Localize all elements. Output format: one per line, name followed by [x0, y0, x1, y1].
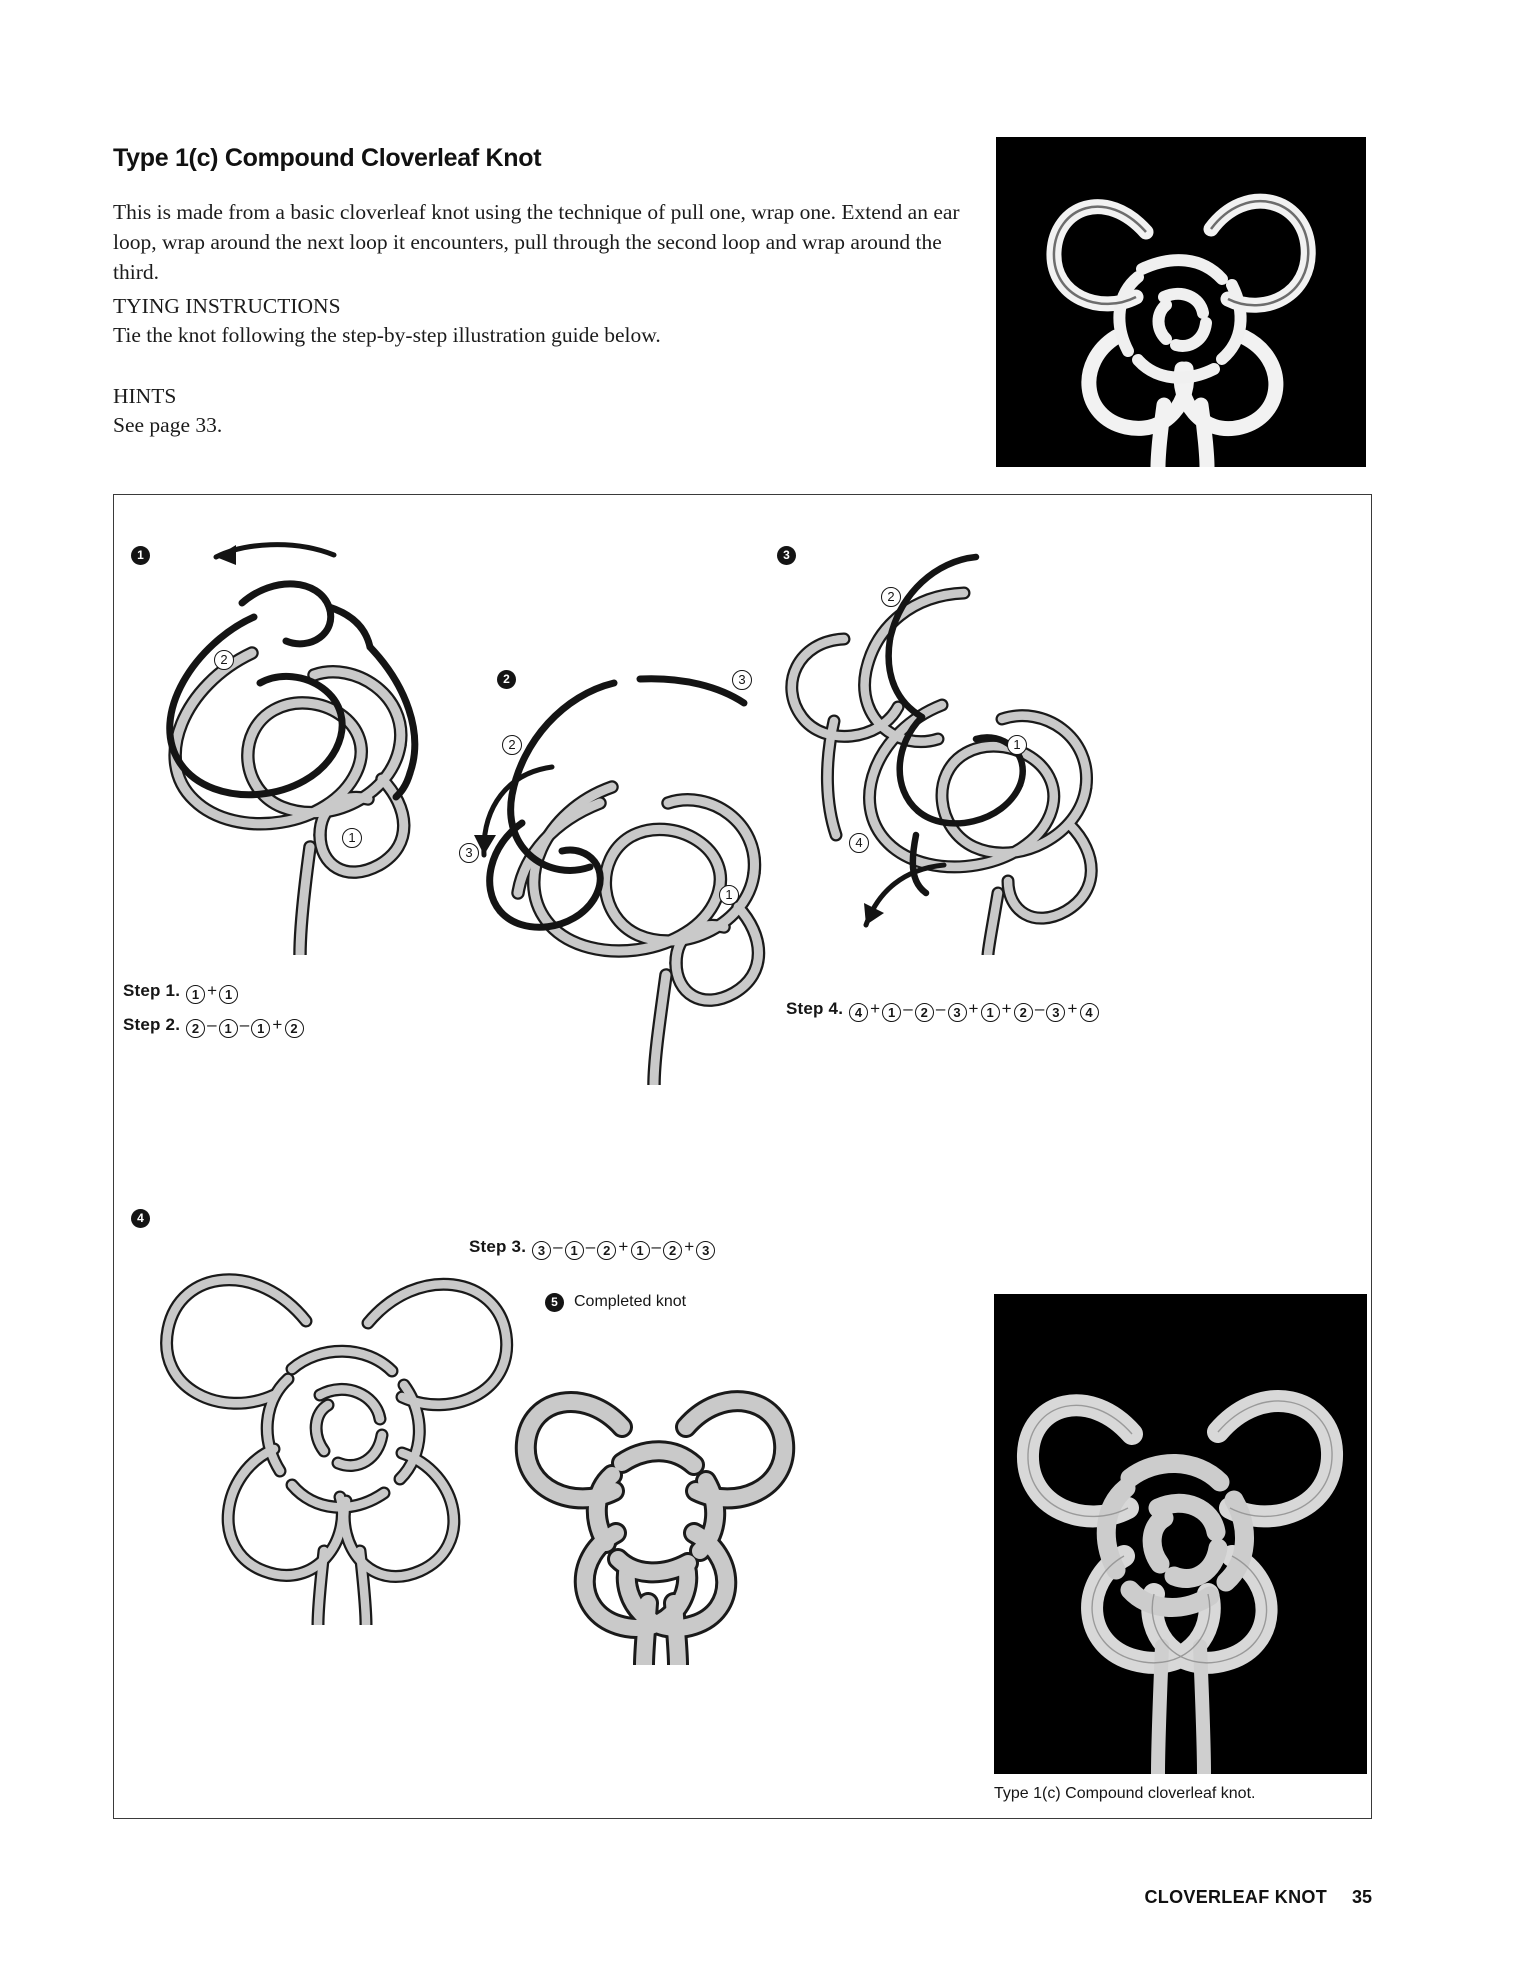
photo-caption: Type 1(c) Compound cloverleaf knot.	[994, 1785, 1256, 1802]
step-4-token-9: +	[1001, 999, 1012, 1018]
step-badge-1: 1	[131, 546, 150, 565]
step-1-token-2: 1	[219, 985, 238, 1004]
step-2-name: Step 2.	[123, 1015, 181, 1034]
diagram-1-label-1: 1	[342, 828, 362, 848]
diagram-completed-knot	[504, 1335, 804, 1665]
step-4-token-8: 1	[981, 1003, 1000, 1022]
step-4-token-2: 1	[882, 1003, 901, 1022]
knot-photo-bottom	[994, 1294, 1367, 1774]
step-3-token-0: 3	[532, 1241, 551, 1260]
diagram-2-label-2: 2	[502, 735, 522, 755]
step-3-token-7: –	[651, 1237, 662, 1256]
diagram-step-3	[714, 535, 1134, 955]
tying-instructions-heading: TYING INSTRUCTIONS	[113, 294, 341, 318]
step-4-name: Step 4.	[786, 999, 844, 1018]
step-3-token-10: 3	[696, 1241, 715, 1260]
step-4-token-13: +	[1067, 999, 1078, 1018]
step-4-token-12: 3	[1046, 1003, 1065, 1022]
tying-instructions-body: Tie the knot following the step-by-step illustration guide below.	[113, 323, 661, 347]
step-3-token-6: 1	[631, 1241, 650, 1260]
step-4-token-3: –	[903, 999, 913, 1018]
step-3-token-1: –	[553, 1237, 563, 1256]
step-4-token-5: –	[935, 999, 946, 1018]
step-2-formula	[123, 1015, 305, 1038]
step-2-token-2: 1	[219, 1019, 238, 1038]
step-3-token-5: +	[618, 1237, 629, 1256]
step-badge-4: 4	[131, 1209, 150, 1228]
step-3-token-8: 2	[663, 1241, 682, 1260]
diagram-2-label-1: 1	[719, 885, 739, 905]
footer-chapter: CLOVERLEAF KNOT	[1144, 1887, 1327, 1907]
diagram-3-label-4: 4	[849, 833, 869, 853]
diagram-2-label-3: 3	[459, 843, 479, 863]
completed-knot-label: Completed knot	[574, 1293, 687, 1310]
illustration-panel	[113, 494, 1372, 1819]
diagram-3-label-1: 1	[1007, 735, 1027, 755]
step-2-token-0: 2	[186, 1019, 205, 1038]
step-2-token-6: 2	[285, 1019, 304, 1038]
footer-page-number: 35	[1351, 1887, 1372, 1907]
step-2-token-1: –	[207, 1015, 217, 1034]
step-1-token-0: 1	[186, 985, 205, 1004]
diagram-3-label-2: 2	[881, 587, 901, 607]
step-2-token-3: –	[239, 1015, 250, 1034]
diagram-3-label-3: 3	[732, 670, 752, 690]
page-title: Type 1(c) Compound Cloverleaf Knot	[113, 143, 542, 172]
step-1-name: Step 1.	[123, 981, 181, 1000]
step-3-token-2: 1	[565, 1241, 584, 1260]
step-1-token-1: +	[207, 981, 218, 1000]
step-badge-5: 5	[545, 1293, 564, 1312]
step-4-token-10: 2	[1014, 1003, 1033, 1022]
diagram-step-4	[124, 1205, 544, 1625]
hints-heading: HINTS	[113, 384, 177, 408]
step-4-token-7: +	[968, 999, 979, 1018]
step-4-formula	[786, 999, 1100, 1022]
step-1-formula	[123, 981, 239, 1004]
diagram-1-label-2: 2	[214, 650, 234, 670]
step-4-token-0: 4	[849, 1003, 868, 1022]
step-4-token-11: –	[1034, 999, 1045, 1018]
step-2-token-4: 1	[251, 1019, 270, 1038]
step-3-token-9: +	[684, 1237, 695, 1256]
step-badge-2: 2	[497, 670, 516, 689]
step-3-token-4: 2	[597, 1241, 616, 1260]
step-4-token-1: +	[870, 999, 881, 1018]
step-badge-3: 3	[777, 546, 796, 565]
intro-paragraph: This is made from a basic cloverleaf knot using the technique of pull one, wrap one. Extend an ear loop, wrap around the next loop it encounters, pull through the second loop and wrap around the third.	[113, 199, 960, 284]
knot-photo-top	[996, 137, 1366, 467]
hints-body: See page 33.	[113, 413, 223, 437]
step-4-token-14: 4	[1080, 1003, 1099, 1022]
step-4-token-4: 2	[915, 1003, 934, 1022]
step-3-token-3: –	[585, 1237, 596, 1256]
step-3-name: Step 3.	[469, 1237, 527, 1256]
step-2-token-5: +	[272, 1015, 283, 1034]
step-4-token-6: 3	[948, 1003, 967, 1022]
